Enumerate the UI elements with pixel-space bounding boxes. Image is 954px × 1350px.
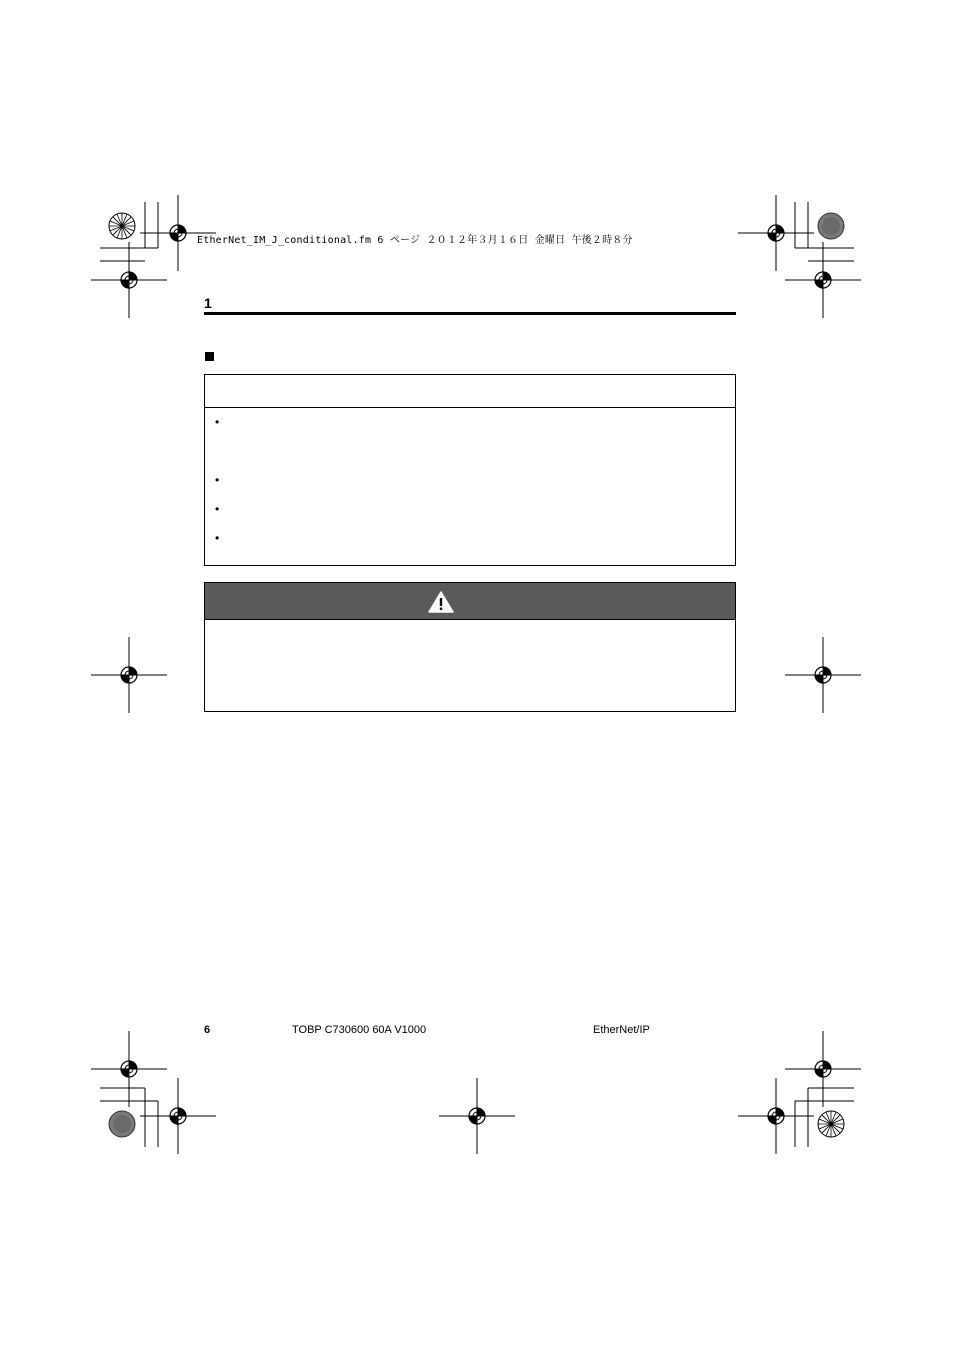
- chapter-rule: [204, 312, 736, 315]
- warning-box-header: [205, 583, 735, 620]
- footer-product: EtherNet/IP: [593, 1024, 650, 1036]
- section-square-bullet: [205, 352, 214, 361]
- notice-box: [204, 374, 736, 566]
- notice-bullet-4: •: [215, 531, 220, 545]
- footer-document-code: TOBP C730600 60A V1000: [292, 1024, 427, 1036]
- notice-box-header: [205, 375, 735, 408]
- warning-triangle-icon: [428, 591, 454, 613]
- chapter-number: 1: [204, 295, 212, 311]
- notice-bullet-2: •: [215, 473, 220, 487]
- warning-box: [204, 582, 736, 712]
- footer-page-number: 6: [204, 1024, 211, 1036]
- notice-bullet-3: •: [215, 502, 220, 516]
- file-info-header: EtherNet_IM_J_conditional.fm 6 ページ ２０１２年３月１６日 金曜日 午後２時８分: [197, 235, 633, 246]
- notice-bullet-1: •: [215, 415, 220, 429]
